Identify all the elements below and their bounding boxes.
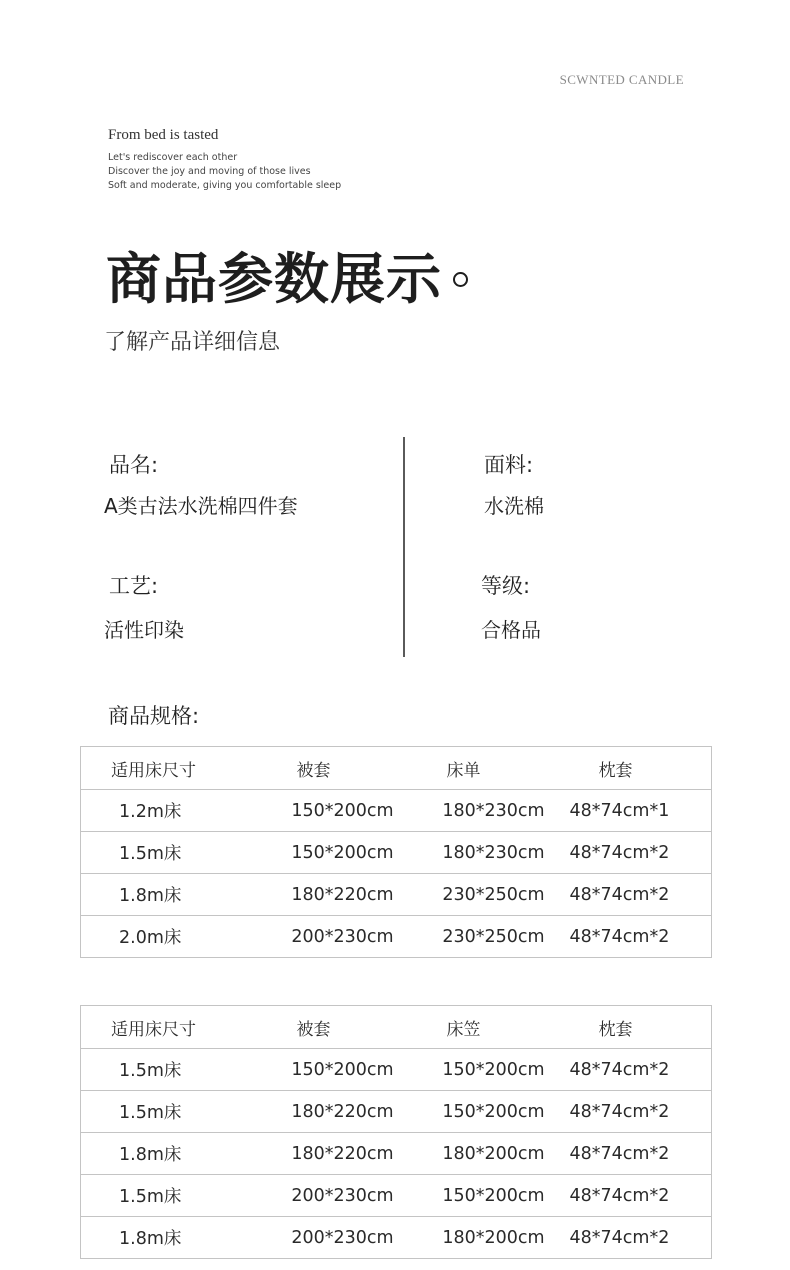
header-duvet-cover: 被套	[296, 1019, 331, 1040]
cell-bed-size: 1.5m床	[81, 1175, 268, 1217]
cell-bed-size: 1.2m床	[81, 790, 268, 832]
tagline-line: Discover the joy and moving of those lives	[108, 166, 311, 177]
table-row	[81, 1175, 712, 1217]
table-row	[81, 1133, 712, 1175]
table-header-row	[81, 1006, 712, 1049]
cell-bed-size: 2.0m床	[81, 916, 268, 958]
cell-bed-sheet: 230*250cm	[418, 916, 570, 958]
title-dot	[453, 272, 468, 287]
cell-fitted-sheet: 150*200cm	[418, 1049, 570, 1091]
table-header-row	[81, 747, 712, 790]
spec-table-1	[80, 746, 712, 958]
cell-fitted-sheet: 150*200cm	[418, 1175, 570, 1217]
product-name-label: 品名:	[109, 453, 159, 477]
cell-pillowcase: 48*74cm*2	[570, 1133, 712, 1175]
table-row	[81, 874, 712, 916]
cell-duvet-cover: 200*230cm	[268, 1217, 418, 1259]
fabric-value: 水洗棉	[484, 494, 544, 518]
cell-bed-sheet: 180*230cm	[418, 790, 570, 832]
fabric-label: 面料:	[484, 453, 534, 477]
column-divider	[403, 437, 405, 657]
cell-duvet-cover: 200*230cm	[268, 1175, 418, 1217]
header-pillowcase: 枕套	[598, 1019, 633, 1040]
tagline-title: From bed is tasted	[108, 127, 219, 143]
table-row	[81, 832, 712, 874]
cell-pillowcase: 48*74cm*2	[570, 1049, 712, 1091]
cell-bed-sheet: 230*250cm	[418, 874, 570, 916]
table-row	[81, 1217, 712, 1259]
cell-pillowcase: 48*74cm*2	[570, 1091, 712, 1133]
cell-pillowcase: 48*74cm*2	[570, 874, 712, 916]
tagline-line: Soft and moderate, giving you comfortable sleep	[108, 180, 342, 191]
header-bed-size: 适用床尺寸	[111, 1019, 196, 1040]
header-pillowcase: 枕套	[598, 760, 633, 781]
spec-table-2	[80, 1005, 712, 1259]
cell-bed-size: 1.8m床	[81, 874, 268, 916]
cell-duvet-cover: 150*200cm	[268, 1049, 418, 1091]
cell-duvet-cover: 180*220cm	[268, 1091, 418, 1133]
cell-pillowcase: 48*74cm*1	[570, 790, 712, 832]
header-duvet-cover: 被套	[296, 760, 331, 781]
cell-pillowcase: 48*74cm*2	[570, 832, 712, 874]
cell-fitted-sheet: 180*200cm	[418, 1133, 570, 1175]
craft-label: 工艺:	[109, 574, 159, 598]
header-bed-size: 适用床尺寸	[111, 760, 196, 781]
cell-duvet-cover: 180*220cm	[268, 1133, 418, 1175]
cell-pillowcase: 48*74cm*2	[570, 1217, 712, 1259]
cell-duvet-cover: 200*230cm	[268, 916, 418, 958]
cell-bed-size: 1.8m床	[81, 1133, 268, 1175]
header-fitted-sheet: 床笠	[446, 1019, 481, 1040]
header-bed-sheet: 床单	[446, 760, 481, 781]
tagline-line: Let's rediscover each other	[108, 152, 238, 163]
cell-fitted-sheet: 180*200cm	[418, 1217, 570, 1259]
cell-pillowcase: 48*74cm*2	[570, 916, 712, 958]
table-row	[81, 1049, 712, 1091]
cell-bed-size: 1.8m床	[81, 1217, 268, 1259]
cell-bed-size: 1.5m床	[81, 832, 268, 874]
product-name-value: A类古法水洗棉四件套	[104, 494, 298, 518]
cell-fitted-sheet: 150*200cm	[418, 1091, 570, 1133]
cell-bed-size: 1.5m床	[81, 1049, 268, 1091]
cell-bed-sheet: 180*230cm	[418, 832, 570, 874]
page-title: 商品参数展示	[106, 247, 443, 311]
page-subtitle: 了解产品详细信息	[104, 330, 281, 355]
cell-duvet-cover: 150*200cm	[268, 832, 418, 874]
craft-value: 活性印染	[104, 618, 184, 642]
specs-label: 商品规格:	[108, 704, 200, 728]
cell-pillowcase: 48*74cm*2	[570, 1175, 712, 1217]
table-row	[81, 790, 712, 832]
brand-name: SCWNTED CANDLE	[559, 72, 684, 87]
cell-bed-size: 1.5m床	[81, 1091, 268, 1133]
cell-duvet-cover: 150*200cm	[268, 790, 418, 832]
table-row	[81, 916, 712, 958]
grade-label: 等级:	[481, 574, 531, 598]
table-row	[81, 1091, 712, 1133]
grade-value: 合格品	[481, 618, 541, 642]
cell-duvet-cover: 180*220cm	[268, 874, 418, 916]
